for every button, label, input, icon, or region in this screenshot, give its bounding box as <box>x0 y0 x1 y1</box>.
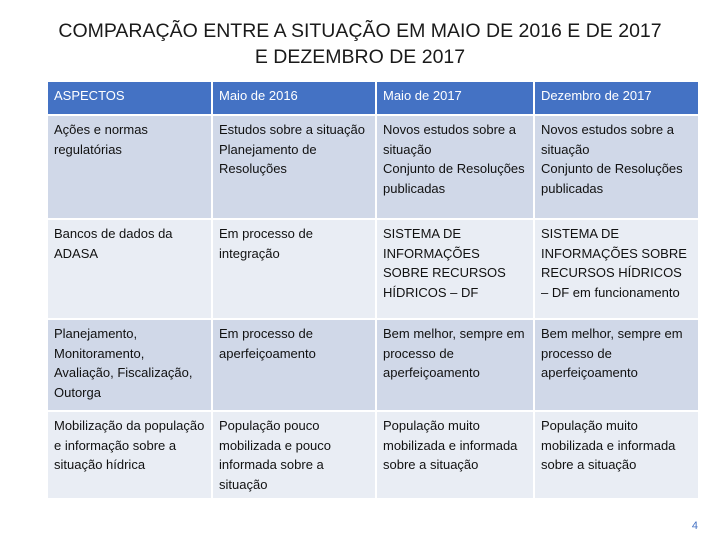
cell-text: Planejamento, Monitoramento, Avaliação, Fiscalização, Outorga <box>54 326 193 400</box>
cell-text: Mobilização da população e informação sobre a situação hídrica <box>54 418 205 472</box>
cell-text: População muito mobilizada e informada sobre a situação <box>383 418 518 472</box>
slide-title-line-1: COMPARAÇÃO ENTRE A SITUAÇÃO EM MAIO DE 2016 E DE 2017 <box>58 20 662 42</box>
table-cell <box>535 320 698 412</box>
header-aspectos: ASPECTOS <box>48 82 213 116</box>
table-cell <box>213 220 377 320</box>
cell-text: Novos estudos sobre a situação <box>541 122 674 157</box>
cell-text: SISTEMA DE INFORMAÇÕES SOBRE RECURSOS HÍDRICOS – DF em funcionamento <box>541 226 687 300</box>
table-header-row <box>48 82 698 116</box>
table-cell <box>213 116 377 220</box>
page-number: 4 <box>691 520 698 532</box>
cell-text: Estudos sobre a situação <box>219 122 365 137</box>
table-cell <box>48 412 213 500</box>
cell-text: Bem melhor, sempre em processo de aperfeiçoamento <box>541 326 683 380</box>
cell-text: SISTEMA DE INFORMAÇÕES SOBRE RECURSOS HÍDRICOS – DF <box>383 226 506 300</box>
slide-title-line-2: E DEZEMBRO DE 2017 <box>254 46 466 68</box>
cell-text: Novos estudos sobre a situação <box>383 122 516 157</box>
cell-text: Planejamento de Resoluções <box>219 141 317 176</box>
table-cell <box>535 116 698 220</box>
table-cell <box>377 220 535 320</box>
cell-text: Em processo de integração <box>219 226 313 261</box>
cell-text: Conjunto de Resoluções publicadas <box>541 161 683 196</box>
table-row <box>48 320 698 412</box>
table-cell <box>377 412 535 500</box>
table-cell <box>48 320 213 412</box>
table-cell <box>213 412 377 500</box>
table-row <box>48 220 698 320</box>
table-cell <box>377 116 535 220</box>
slide-title <box>40 18 680 70</box>
comparison-table <box>48 82 698 500</box>
table-cell <box>213 320 377 412</box>
header-maio-2017: Maio de 2017 <box>377 82 535 116</box>
cell-text: Bancos de dados da ADASA <box>54 226 173 261</box>
cell-text: População muito mobilizada e informada sobre a situação <box>541 418 676 472</box>
table-cell <box>48 220 213 320</box>
table-cell <box>535 220 698 320</box>
table-cell <box>377 320 535 412</box>
table-cell <box>48 116 213 220</box>
cell-text: População pouco mobilizada e pouco informada sobre a situação <box>219 418 332 492</box>
table-cell <box>535 412 698 500</box>
table-row <box>48 412 698 500</box>
cell-text: Conjunto de Resoluções publicadas <box>383 161 525 196</box>
cell-text: Em processo de aperfeiçoamento <box>219 326 316 361</box>
header-dezembro-2017: Dezembro de 2017 <box>535 82 698 116</box>
cell-text: Ações e normas regulatórias <box>54 122 148 157</box>
table-row <box>48 116 698 220</box>
cell-text: Bem melhor, sempre em processo de aperfeiçoamento <box>383 326 525 380</box>
header-maio-2016: Maio de 2016 <box>213 82 377 116</box>
